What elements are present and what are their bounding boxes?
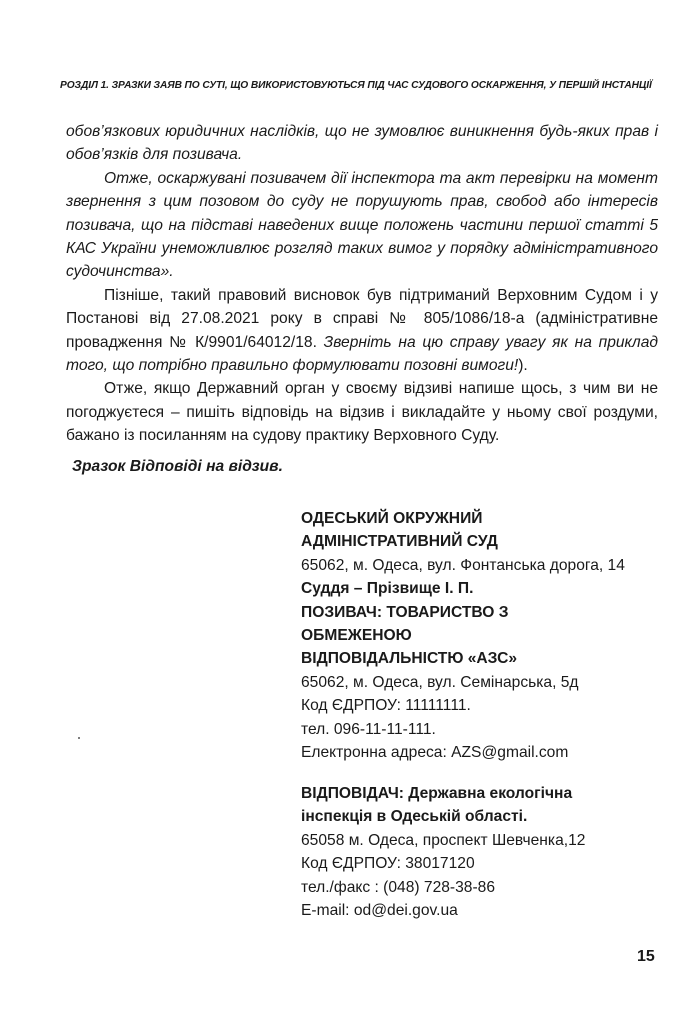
paragraph-3-end: ). bbox=[518, 357, 528, 375]
defendant-address: 65058 м. Одеса, проспект Шевченка,12 bbox=[301, 831, 586, 849]
paragraph-1: обов’язкових юридичних наслідків, що не зумовлює виникнення будь-яких прав і обов’язків для позивача. bbox=[66, 123, 658, 164]
judge-name: Суддя – Прізвище І. П. bbox=[301, 580, 474, 598]
paragraph-4: Отже, якщо Державний орган у своєму відзиві напише щось, з чим ви не погоджуєтеся – пишіть відповідь на відзив і викладайте у ньому свої роздуми, бажано із посиланням на судову практику Верховного Суду. bbox=[66, 380, 658, 445]
paragraph-3-text: Пізніше, такий правовий висновок був підтриманий Верховним Судом і у Постанові від 27.08.2021 року в справі № 805/1086/18-а (адміністративне провадження № К/9901/64012/18. bbox=[66, 286, 658, 351]
main-text bbox=[66, 120, 658, 448]
sample-title: Зразок Відповіді на відзив. bbox=[72, 458, 283, 475]
court-name-line1: ОДЕСЬКИЙ ОКРУЖНИЙ bbox=[301, 510, 483, 527]
plaintiff-address: 65062, м. Одеса, вул. Семінарська, 5д bbox=[301, 673, 579, 691]
defendant-line2: інспекція в Одеській області. bbox=[301, 808, 528, 826]
paragraph-3 bbox=[66, 284, 658, 378]
defendant-phone: тел./факс : (048) 728-38-86 bbox=[301, 878, 496, 896]
defendant-edrpou: Код ЄДРПОУ: 38017120 bbox=[301, 855, 475, 873]
defendant-block bbox=[301, 782, 671, 922]
running-header: РОЗДІЛ 1. ЗРАЗКИ ЗАЯВ ПО СУТІ, ЩО ВИКОРИСТОВУЮТЬСЯ ПІД ЧАС СУДОВОГО ОСКАРЖЕННЯ, У ПЕРШІЙ ІНСТАНЦІЇ bbox=[60, 80, 652, 91]
defendant-email: E-mail: od@dei.gov.ua bbox=[301, 902, 458, 920]
court-block bbox=[301, 507, 671, 764]
page-number: 15 bbox=[637, 948, 655, 965]
plaintiff-line2: ОБМЕЖЕНОЮ bbox=[301, 627, 412, 645]
plaintiff-line3: ВІДПОВІДАЛЬНІСТЮ «АЗС» bbox=[301, 650, 517, 668]
court-name-line2: АДМІНІСТРАТИВНИЙ СУД bbox=[301, 533, 498, 551]
defendant-line1: ВІДПОВІДАЧ: Державна екологічна bbox=[301, 785, 573, 802]
plaintiff-phone: тел. 096-11-11-111. bbox=[301, 720, 436, 738]
paragraph-3-note: Зверніть на цю справу увагу як на приклад того, що потрібно правильно формулювати позовні вимоги! bbox=[66, 333, 659, 375]
plaintiff-line1: ПОЗИВАЧ: ТОВАРИСТВО З bbox=[301, 603, 509, 621]
plaintiff-edrpou: Код ЄДРПОУ: 11111111. bbox=[301, 697, 471, 715]
plaintiff-email: Електронна адреса: AZS@gmail.com bbox=[301, 744, 569, 762]
paragraph-2: Отже, оскаржувані позивачем дії інспектора та акт перевірки на момент звернення з цим позовом до суду не порушують прав, свобод або інтересів позивача, що на підставі наведених вище положень частини першої статті 5 КАС України унеможливлює розгляд таких вимог у порядку адміністративного судочинства». bbox=[66, 169, 658, 281]
court-address: 65062, м. Одеса, вул. Фонтанська дорога, 14 bbox=[301, 556, 625, 574]
speck-dot bbox=[78, 737, 80, 739]
